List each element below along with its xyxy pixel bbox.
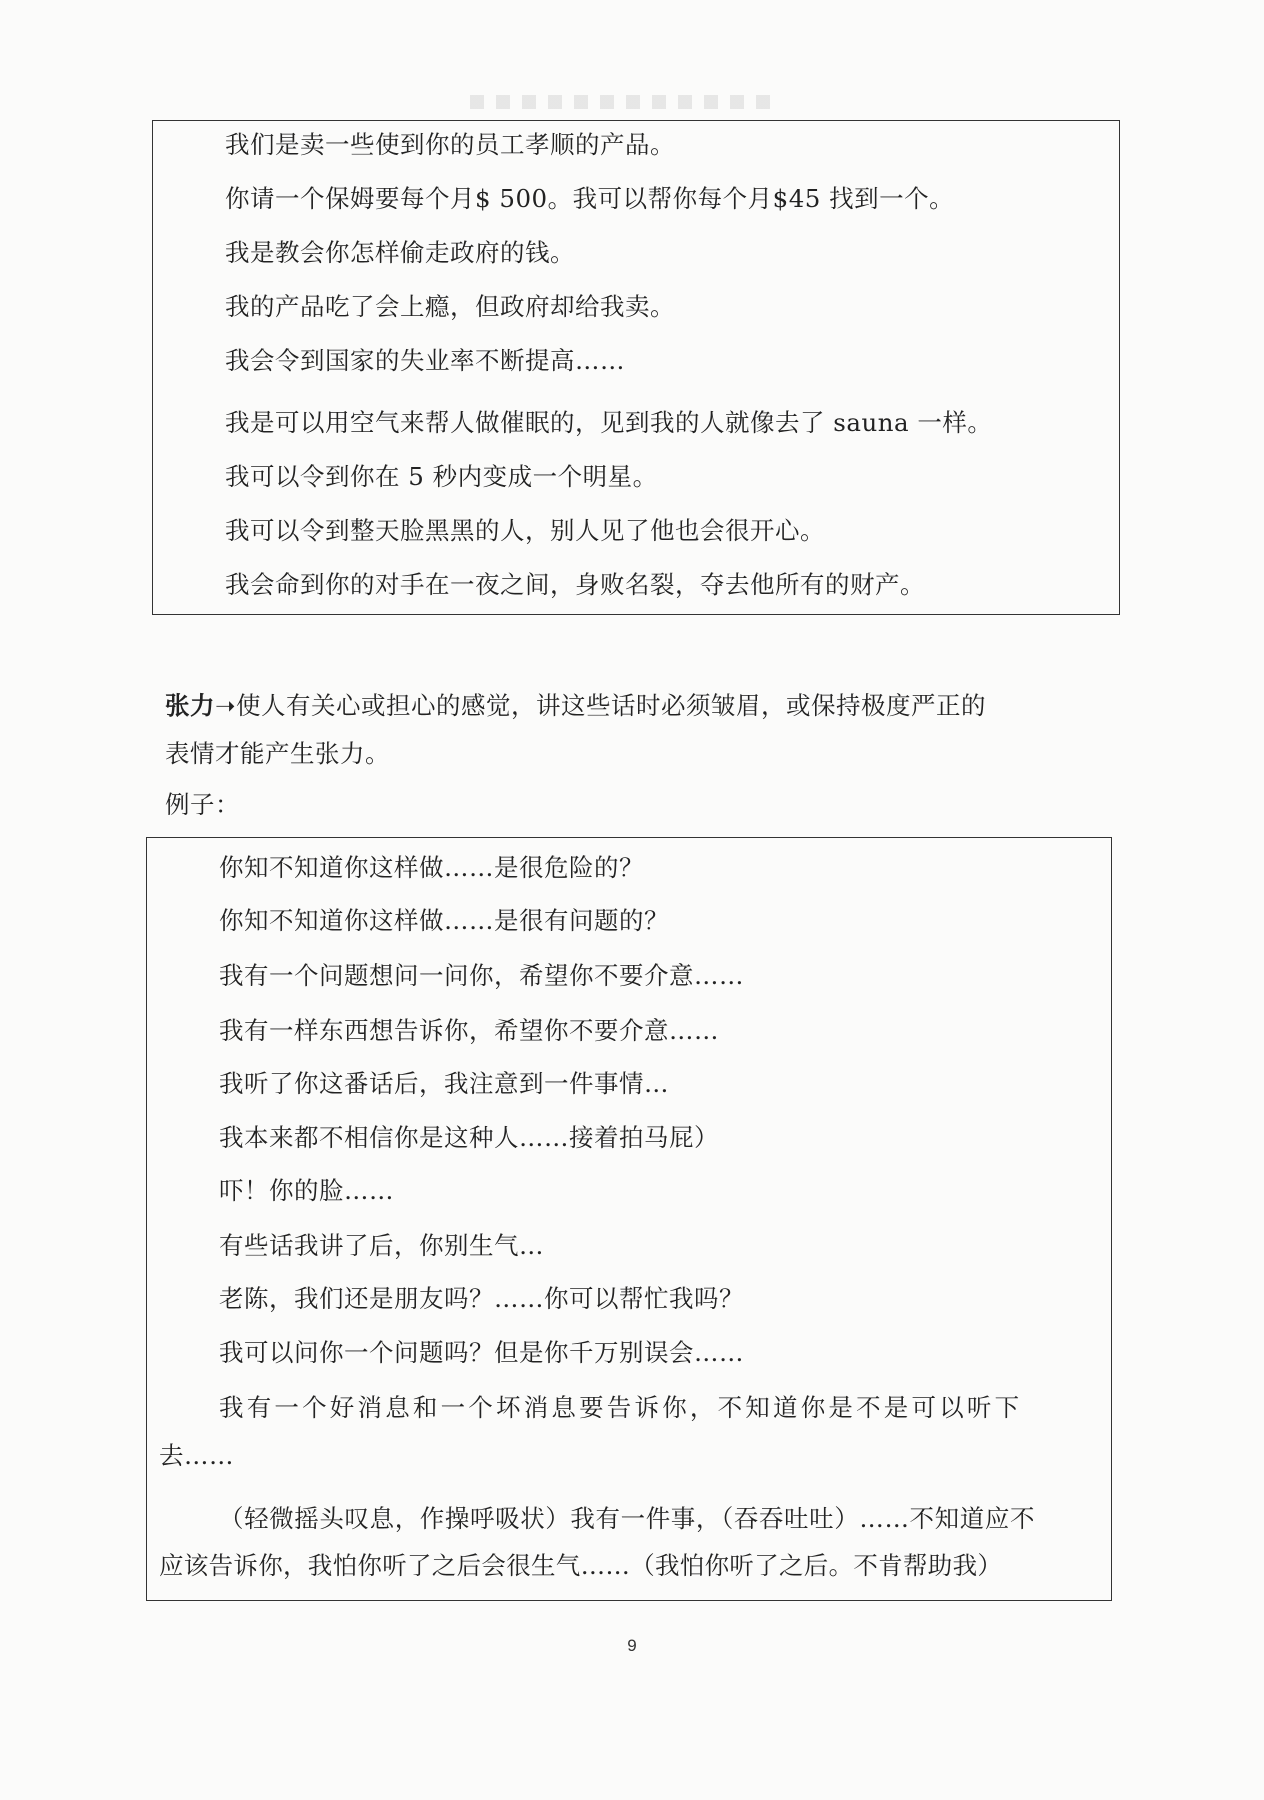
section-description-line1 (165, 690, 986, 722)
box2-line: 你知不知道你这样做……是很危险的？ (219, 853, 644, 882)
examples-box-2 (146, 837, 1112, 1601)
box1-line: 我是可以用空气来帮人做催眠的，见到我的人就像去了 sauna 一样。 (225, 408, 993, 437)
box2-line: 我有一样东西想告诉你，希望你不要介意…… (219, 1016, 719, 1045)
section-description-line2: 表情才能产生张力。 (165, 739, 390, 768)
box1-line: 我会命到你的对手在一夜之间，身败名裂，夺去他所有的财产。 (225, 570, 925, 599)
box2-line: 有些话我讲了后，你别生气… (219, 1231, 544, 1260)
box2-line: 吓！你的脸…… (219, 1176, 394, 1205)
box1-line: 我会令到国家的失业率不断提高…… (225, 346, 625, 375)
box1-line: 我们是卖一些使到你的员工孝顺的产品。 (225, 130, 675, 159)
box2-paragraph-1-line1: 我有一个好消息和一个坏消息要告诉你，不知道你是不是可以听下 (219, 1393, 1023, 1422)
box1-line: 你请一个保姆要每个月$ 500。我可以帮你每个月$45 找到一个。 (225, 184, 955, 213)
box2-line: 我有一个问题想问一问你，希望你不要介意…… (219, 961, 744, 990)
section-description-text: 使人有关心或担心的感觉，讲这些话时必须皱眉，或保持极度严正的 (236, 691, 987, 720)
scan-artifact (470, 95, 770, 109)
box2-line: 你知不知道你这样做……是很有问题的？ (219, 906, 669, 935)
box2-line: 我可以问你一个问题吗？但是你千万别误会…… (219, 1338, 744, 1367)
box1-line: 我是教会你怎样偷走政府的钱。 (225, 238, 575, 267)
section-heading: 张力 (165, 691, 215, 720)
box2-line: 我本来都不相信你是这种人……接着拍马屁） (219, 1123, 719, 1152)
example-label: 例子： (165, 790, 240, 819)
arrow-icon: ➝ (215, 691, 237, 720)
box2-paragraph-2-line1: （轻微摇头叹息，作操呼吸状）我有一件事，（吞吞吐吐）……不知道应不 (219, 1504, 1036, 1533)
box2-line: 老陈，我们还是朋友吗？……你可以帮忙我吗？ (219, 1284, 744, 1313)
box1-line: 我可以令到你在 5 秒内变成一个明星。 (225, 462, 658, 491)
box1-line: 我可以令到整天脸黑黑的人，别人见了他也会很开心。 (225, 516, 825, 545)
box2-paragraph-1-line2: 去…… (159, 1441, 234, 1470)
box1-line: 我的产品吃了会上瘾，但政府却给我卖。 (225, 292, 675, 321)
box2-paragraph-2-line2: 应该告诉你，我怕你听了之后会很生气……（我怕你听了之后。不肯帮助我） (159, 1551, 1003, 1580)
page-number: 9 (627, 1636, 637, 1655)
box2-line: 我听了你这番话后，我注意到一件事情… (219, 1069, 669, 1098)
